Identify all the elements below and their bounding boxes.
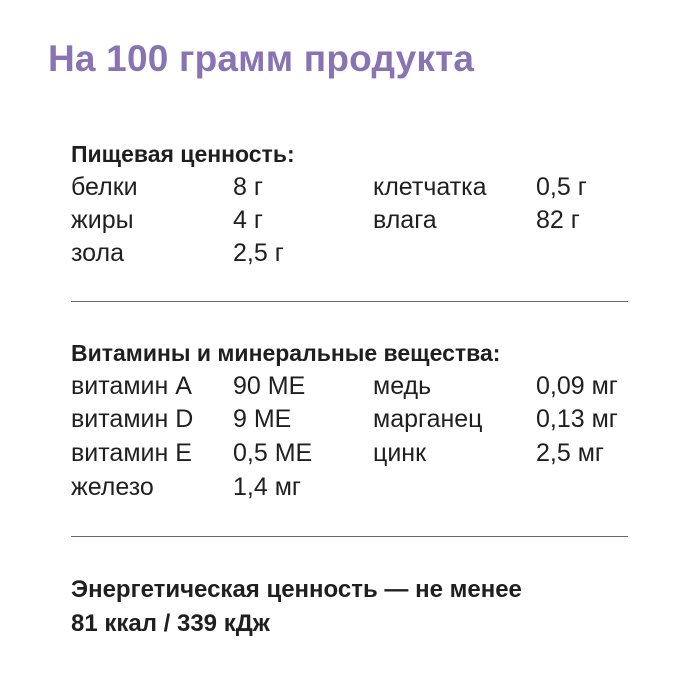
nutrition-row-1-value: 8 г xyxy=(233,173,263,201)
nutrition-row-2-value: 4 г xyxy=(233,206,263,234)
nutrition-row-3-name: зола xyxy=(71,239,125,267)
vitamin-row-2-name2: марганец xyxy=(373,405,483,433)
energy-line-1: Энергетическая ценность — не менее xyxy=(71,576,522,603)
vitamin-row-2-value2: 0,13 мг xyxy=(536,405,618,433)
nutrition-row-1-value2: 0,5 г xyxy=(536,173,587,201)
section-divider xyxy=(71,301,628,302)
vitamin-row-4-name: железо xyxy=(71,473,154,501)
page-title: На 100 грамм продукта xyxy=(48,38,475,79)
energy-line-2: 81 ккал / 339 кДж xyxy=(71,610,270,637)
nutrition-row-1-name: белки xyxy=(71,173,138,201)
nutrition-row-2-name: жиры xyxy=(71,206,134,234)
vitamins-heading: Витамины и минеральные вещества: xyxy=(71,340,501,366)
vitamin-row-1-value2: 0,09 мг xyxy=(536,372,618,400)
vitamin-row-3-value: 0,5 МЕ xyxy=(233,439,313,467)
vitamin-row-3-name: витамин Е xyxy=(71,439,192,467)
vitamin-row-1-value: 90 МЕ xyxy=(233,372,306,400)
vitamin-row-3-value2: 2,5 мг xyxy=(536,439,605,467)
nutrition-row-2-value2: 82 г xyxy=(536,206,580,234)
vitamin-row-1-name: витамин А xyxy=(71,372,192,400)
nutrition-row-1-name2: клетчатка xyxy=(373,173,487,201)
vitamin-row-1-name2: медь xyxy=(373,372,432,400)
vitamin-row-4-value: 1,4 мг xyxy=(233,473,302,501)
energy-value xyxy=(71,573,522,641)
nutrition-row-2-name2: влага xyxy=(373,206,437,234)
nutrition-row-3-value: 2,5 г xyxy=(233,239,284,267)
section-divider xyxy=(71,536,628,537)
vitamin-row-2-name: витамин D xyxy=(71,405,194,433)
vitamin-row-3-name2: цинк xyxy=(373,439,427,467)
nutrition-heading: Пищевая ценность: xyxy=(71,141,295,167)
vitamin-row-2-value: 9 МЕ xyxy=(233,405,292,433)
